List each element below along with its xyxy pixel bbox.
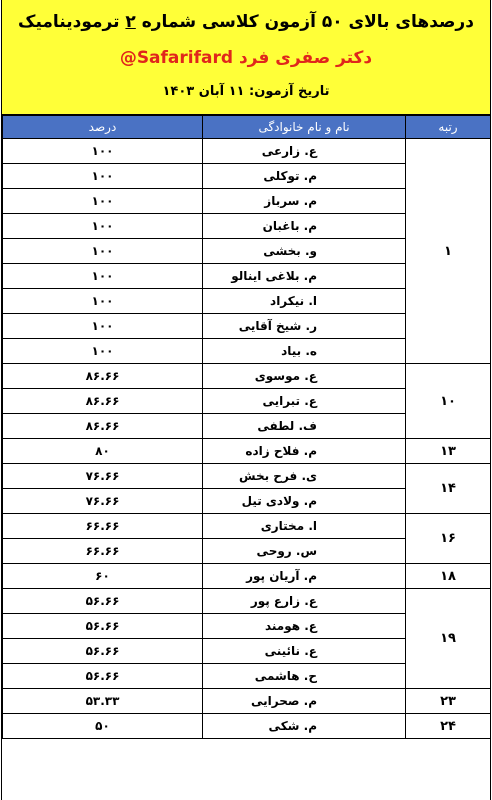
course-name: ترمودینامیک [18, 12, 120, 32]
rank-cell: ۱۹ [406, 589, 491, 689]
percent-cell: ۶۶.۶۶ [3, 514, 203, 539]
percent-cell: ۸۶.۶۶ [3, 414, 203, 439]
exam-date: تاریخ آزمون: ۱۱ آبان ۱۴۰۳ [162, 84, 330, 99]
rank-cell: ۱۳ [406, 439, 491, 464]
percent-cell: ۵۶.۶۶ [3, 614, 203, 639]
student-name-cell: ع. هومند [203, 614, 406, 639]
title-text: درصدهای بالای ۵۰ آزمون کلاسی شماره [141, 12, 474, 32]
student-name-cell: م. توکلی [203, 164, 406, 189]
table-row [3, 464, 491, 489]
table-row [3, 514, 491, 539]
page-title [2, 0, 490, 32]
percent-cell: ۵۶.۶۶ [3, 589, 203, 614]
student-name-cell: م. ولادی تیل [203, 489, 406, 514]
student-name-cell: ع. تبرایی [203, 389, 406, 414]
student-name-cell: م. صحرایی [203, 689, 406, 714]
rank-column-header: رتبه [406, 116, 491, 139]
table-row [3, 689, 491, 714]
percent-cell: ۸۰ [3, 439, 203, 464]
table-row [3, 589, 491, 614]
student-name-cell: م. شکی [203, 714, 406, 739]
rank-cell: ۱۸ [406, 564, 491, 589]
percent-cell: ۸۶.۶۶ [3, 364, 203, 389]
rank-cell: ۱۴ [406, 464, 491, 514]
student-name-cell: ف. لطفی [203, 414, 406, 439]
student-name-cell: م. فلاح زاده [203, 439, 406, 464]
rank-cell: ۱۶ [406, 514, 491, 564]
rank-cell: ۱ [406, 139, 491, 364]
percent-cell: ۵۳.۳۳ [3, 689, 203, 714]
percent-cell: ۱۰۰ [3, 314, 203, 339]
student-name-cell: ا. نیکراد [203, 289, 406, 314]
percent-cell: ۱۰۰ [3, 264, 203, 289]
student-name-cell: ع. زارعی [203, 139, 406, 164]
table-row [3, 714, 491, 739]
student-name-cell: م. باغبان [203, 214, 406, 239]
results-sheet [1, 0, 491, 800]
percent-cell: ۱۰۰ [3, 339, 203, 364]
student-name-cell: م. سرباز [203, 189, 406, 214]
rank-cell: ۲۳ [406, 689, 491, 714]
student-name-cell: ع. نائینی [203, 639, 406, 664]
table-row [3, 564, 491, 589]
percent-cell: ۵۶.۶۶ [3, 639, 203, 664]
name-column-header: نام و نام خانوادگی [203, 116, 406, 139]
student-name-cell: ح. هاشمی [203, 664, 406, 689]
rank-cell: ۱۰ [406, 364, 491, 439]
percent-cell: ۷۶.۶۶ [3, 464, 203, 489]
student-name-cell: م. بلاغی اینالو [203, 264, 406, 289]
results-table [2, 115, 491, 739]
student-name-cell: ی. فرح بخش [203, 464, 406, 489]
table-row [3, 439, 491, 464]
exam-number: ۲ [125, 12, 136, 32]
percent-cell: ۱۰۰ [3, 214, 203, 239]
percent-cell: ۷۶.۶۶ [3, 489, 203, 514]
student-name-cell: ا. مختاری [203, 514, 406, 539]
percent-cell: ۵۰ [3, 714, 203, 739]
student-name-cell: س. روحی [203, 539, 406, 564]
percent-cell: ۶۶.۶۶ [3, 539, 203, 564]
percent-cell: ۱۰۰ [3, 189, 203, 214]
student-name-cell: م. آریان پور [203, 564, 406, 589]
percent-cell: ۵۶.۶۶ [3, 664, 203, 689]
table-row [3, 364, 491, 389]
student-name-cell: ه. بیاد [203, 339, 406, 364]
rank-cell: ۲۴ [406, 714, 491, 739]
percent-cell: ۶۰ [3, 564, 203, 589]
results-table-wrapper [2, 115, 490, 739]
percent-cell: ۱۰۰ [3, 164, 203, 189]
student-name-cell: ع. موسوی [203, 364, 406, 389]
percent-cell: ۱۰۰ [3, 239, 203, 264]
student-name-cell: و. بخشی [203, 239, 406, 264]
author-name: دکتر صفری فرد Safarifard@ [119, 48, 373, 68]
percent-column-header: درصد [3, 116, 203, 139]
table-header-row [3, 116, 491, 139]
percent-cell: ۸۶.۶۶ [3, 389, 203, 414]
student-name-cell: ع. زارع پور [203, 589, 406, 614]
percent-cell: ۱۰۰ [3, 139, 203, 164]
student-name-cell: ر. شیخ آقایی [203, 314, 406, 339]
header-banner [2, 0, 490, 115]
percent-cell: ۱۰۰ [3, 289, 203, 314]
table-row [3, 139, 491, 164]
table-body [3, 139, 491, 739]
